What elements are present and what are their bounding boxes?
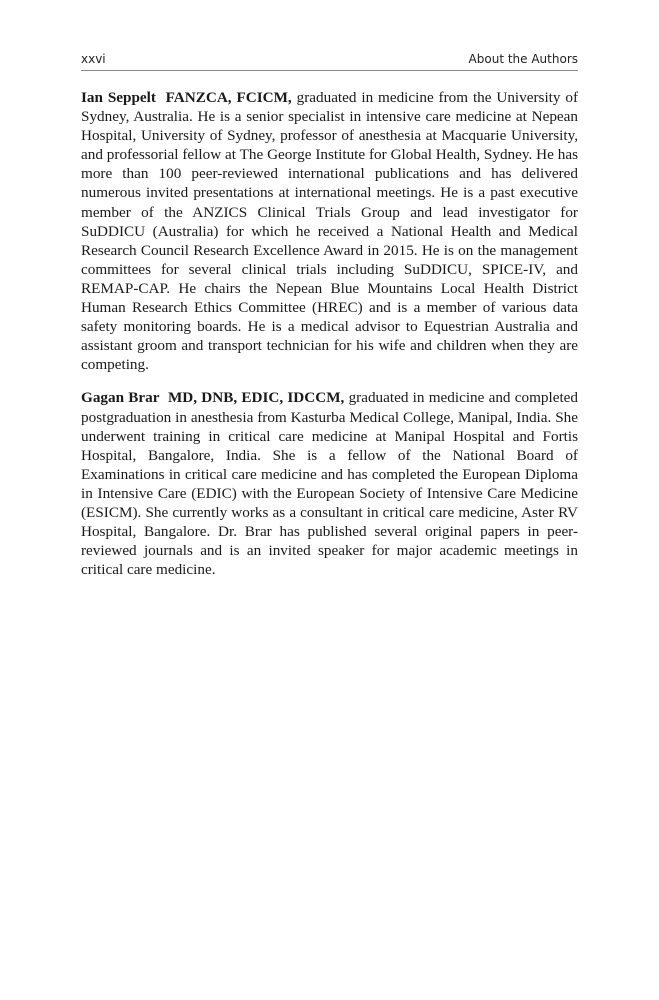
- author-name: Gagan Brar: [81, 389, 160, 407]
- author-bio-text: graduated in medicine from the University of Sydney, Australia. He is a senior specialist in intensive care medicine at Nepean Hospital, University of Sydney, professor of anesthesia at Macquarie University, and professorial fellow at The George Institute for Global Health, Sydney. He has more than 100 peer-reviewed international publications and has delivered numerous invited presentations at international meetings. He is a past executive member of the ANZICS Clinical Trials Group and lead investigator for SuDDICU (Australia) for which he received a National Health and Medical Research Council Research Excellence Award in 2015. He is on the management committees for several clinical trials including SuDDICU, SPICE-IV, and REMAP-CAP. He chairs the Nepean Blue Mountains Local Health District Human Research Ethics Committee (HREC) and is a member of various data safety monitoring boards. He is a medical advisor to Equestrian Australia and assistant groom and transport technician for his wife and children when they are competing.: [81, 89, 579, 374]
- author-bio: [81, 88, 578, 374]
- author-credentials: FANZCA, FCICM,: [165, 89, 292, 106]
- author-bio: [81, 388, 578, 579]
- author-bios: [81, 88, 578, 593]
- running-header: [81, 50, 578, 71]
- section-title: About the Authors: [468, 52, 578, 66]
- page-number: xxvi: [81, 52, 106, 66]
- author-credentials: MD, DNB, EDIC, IDCCM,: [167, 389, 345, 407]
- author-bio-text: graduated in medicine and completed postgraduation in anesthesia from Kasturba Medical College, Manipal, India. She underwent training in critical care medicine at Manipal Hospital and Fortis Hospital, Bangalore, India. She is a fellow of the National Board of Examinations in critical care medicine and has completed the European Diploma in Intensive Care (EDIC) with the European Society of Intensive Care Medicine (ESICM). She currently works as a consultant in critical care medicine, Aster RV Hospital, Bangalore. Dr. Brar has published several original papers in peer-reviewed journals and is an invited speaker for major academic meetings in critical care medicine.: [81, 389, 579, 579]
- author-name: Ian Seppelt: [81, 89, 156, 106]
